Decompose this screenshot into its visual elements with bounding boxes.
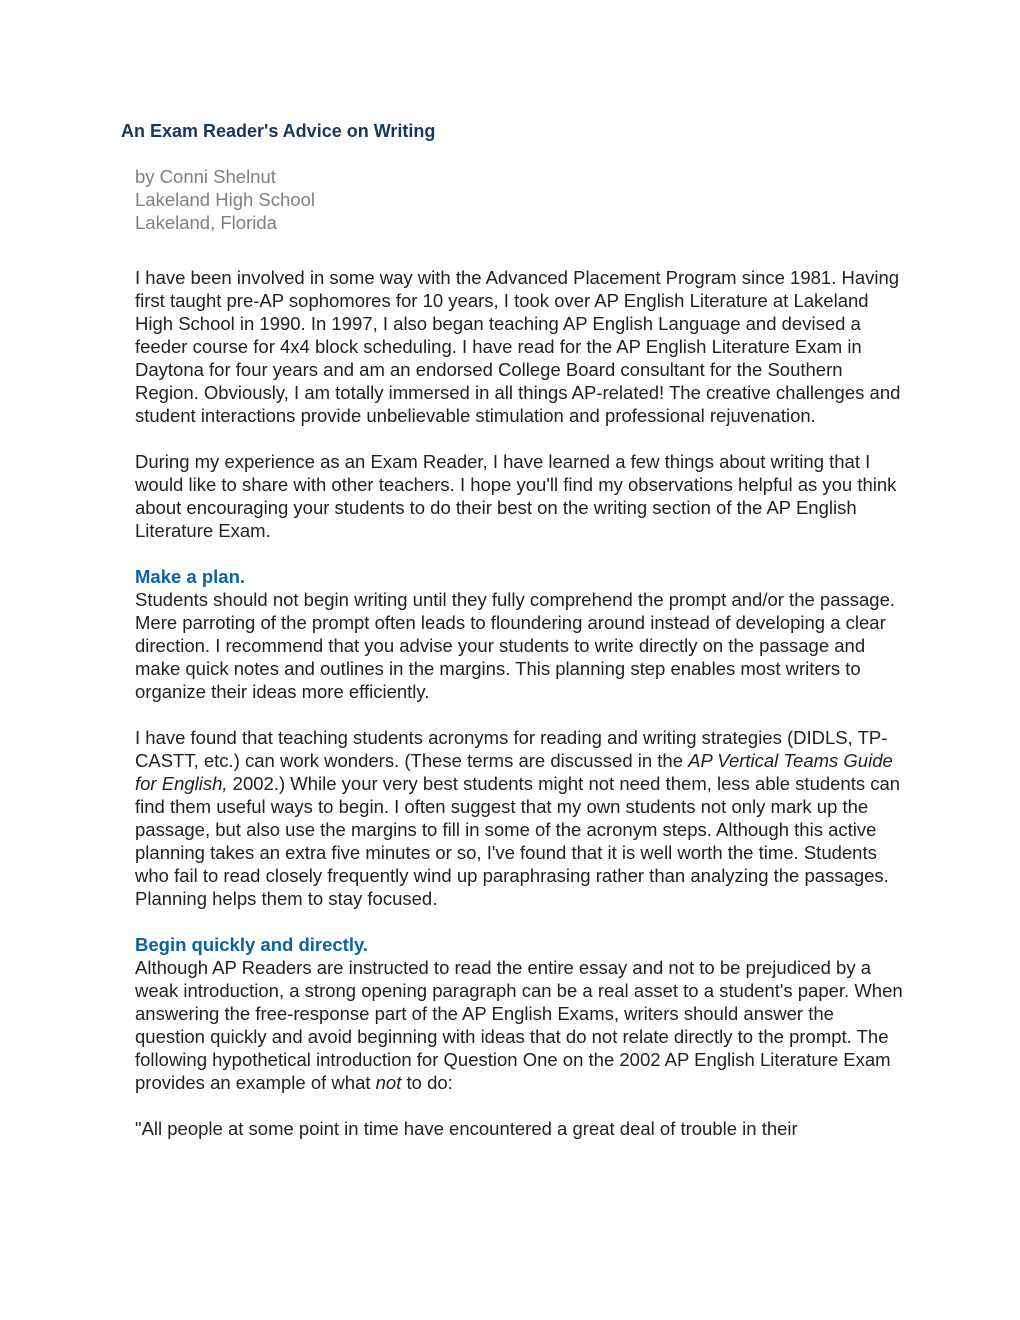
- author-school: Lakeland High School: [135, 189, 315, 210]
- article-body: [135, 266, 903, 1140]
- paragraph-text: to do:: [401, 1072, 453, 1093]
- section-begin-quickly: [135, 933, 903, 1094]
- example-quote: "All people at some point in time have encountered a great deal of trouble in their: [135, 1118, 798, 1139]
- make-a-plan-paragraph-1: Students should not begin writing until they fully comprehend the prompt and/or the passage. Mere parroting of the prompt often leads to floundering around instead of developing a clear direction. I recommend that you advise your students to write directly on the passage and make quick notes and outlines in the margins. This planning step enables most writers to organize their ideas more efficiently.: [135, 589, 895, 702]
- paragraph-text: Although AP Readers are instructed to read the entire essay and not to be prejudiced by a weak introduction, a strong opening paragraph can be a real asset to a student's paper. When answering the free-response part of the AP English Exams, writers should answer the question quickly and avoid beginning with ideas that do not relate directly to the prompt. The following hypothetical introduction for Question One on the 2002 AP English Literature Exam provides an example of what: [135, 957, 903, 1093]
- byline: [135, 165, 315, 234]
- author-name: by Conni Shelnut: [135, 166, 276, 187]
- book-title: AP Vertical Teams Guide for English,: [135, 750, 893, 794]
- section-make-a-plan: [135, 565, 903, 703]
- paragraph-text: 2002.) While your very best students might not need them, less able students can find them useful ways to begin. I often suggest that my own students not only mark up the passage, but also use the margins to fill in some of the acronym steps. Although this active planning takes an extra five minutes or so, I've found that it is well worth the time. Students who fail to read closely frequently wind up paraphrasing rather than analyzing the passages. Planning helps them to stay focused.: [135, 773, 901, 909]
- intro-paragraph-2: During my experience as an Exam Reader, I have learned a few things about writing that I would like to share with other teachers. I hope you'll find my observations helpful as you think about encouraging your students to do their best on the writing section of the AP English Literature Exam.: [135, 451, 897, 541]
- make-a-plan-paragraph-2: [135, 726, 903, 910]
- intro-paragraph-1: I have been involved in some way with the Advanced Placement Program since 1981. Having first taught pre-AP sophomores for 10 years, I took over AP English Literature at Lakeland High School in 1990. In 1997, I also began teaching AP English Language and devised a feeder course for 4x4 block scheduling. I have read for the AP English Literature Exam in Daytona for four years and am an endorsed College Board consultant for the Southern Region. Obviously, I am totally immersed in all things AP-related! The creative challenges and student interactions provide unbelievable stimulation and professional rejuvenation.: [135, 267, 901, 426]
- author-location: Lakeland, Florida: [135, 212, 277, 233]
- section-heading-make-a-plan: Make a plan.: [135, 566, 246, 587]
- emphasis-not: not: [375, 1072, 402, 1093]
- document-title: An Exam Reader's Advice on Writing: [121, 121, 436, 141]
- section-heading-begin-quickly: Begin quickly and directly.: [135, 934, 369, 955]
- paragraph-text: I have found that teaching students acronyms for reading and writing strategies (DIDLS, TP-CASTT, etc.) can work wonders. (These terms are discussed in the: [135, 727, 888, 771]
